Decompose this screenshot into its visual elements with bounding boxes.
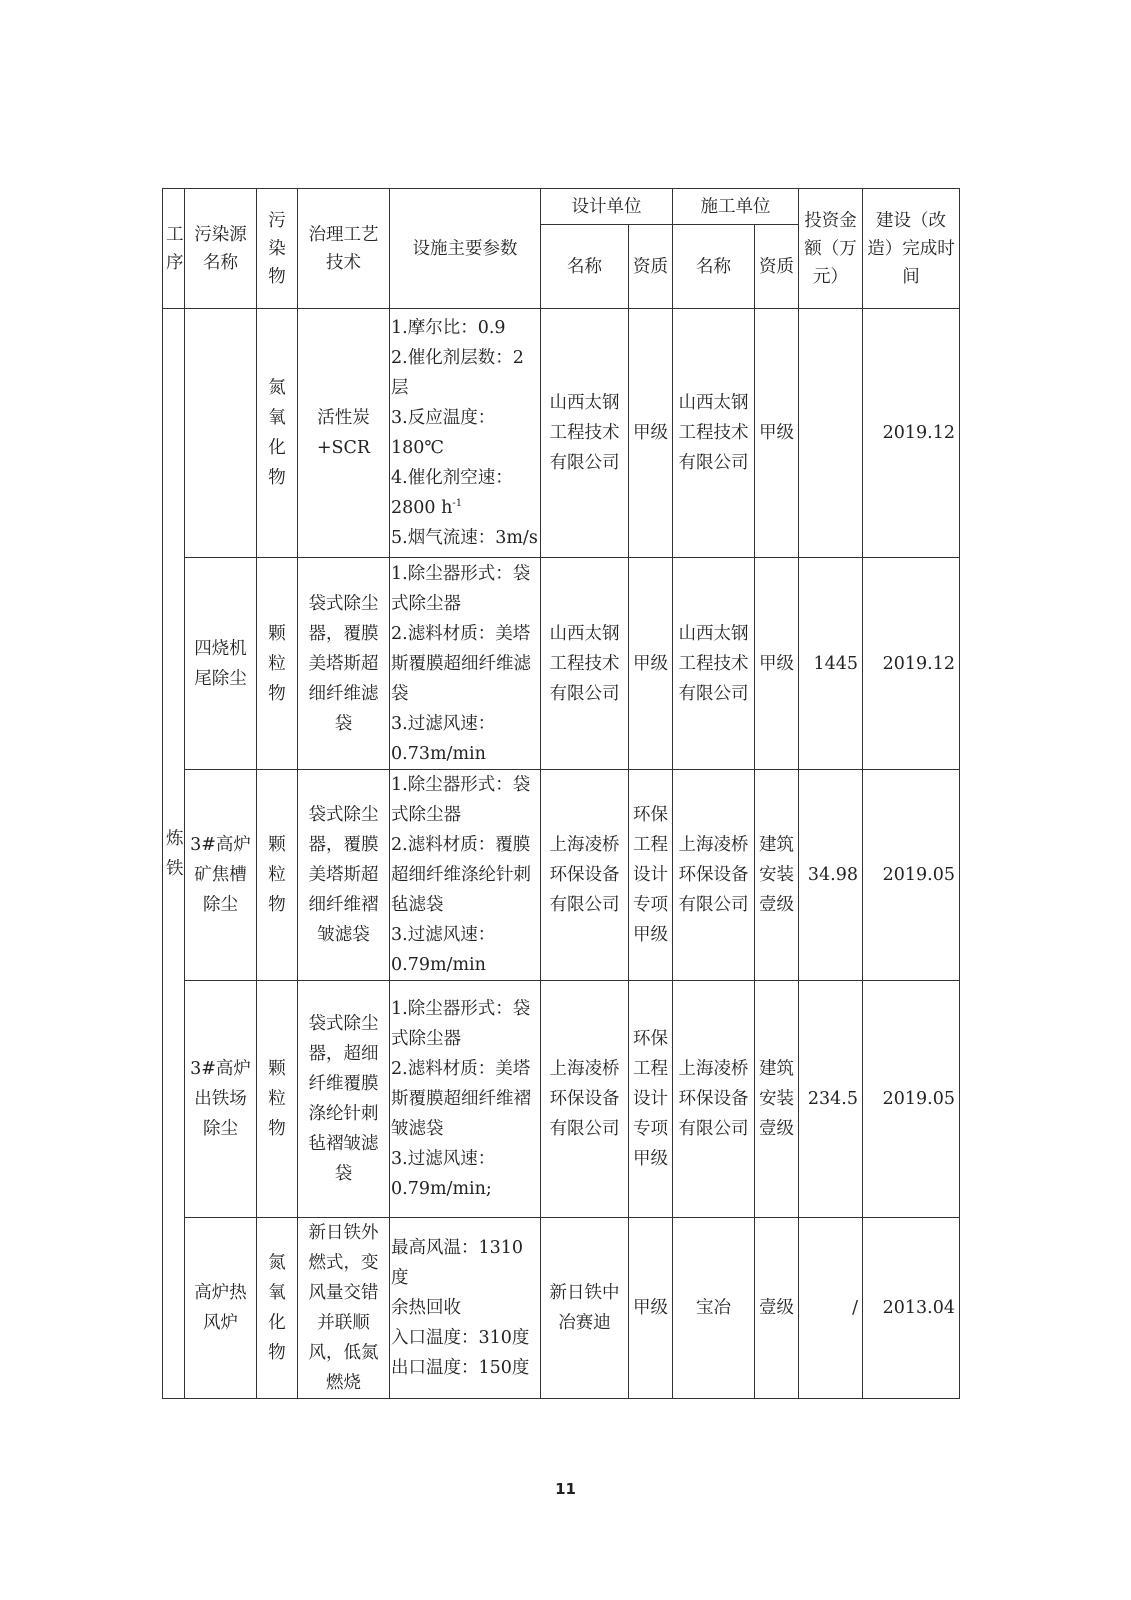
tech-cell: 袋式除尘器，超细纤维覆膜涤纶针刺毡褶皱滤袋 bbox=[298, 981, 390, 1218]
design-qual-cell: 环保工程设计专项甲级 bbox=[629, 981, 673, 1218]
header-pollutant: 污染物 bbox=[257, 189, 298, 309]
header-build-qualification: 资质 bbox=[755, 225, 799, 309]
param-line: 2.滤料材质：覆膜超细纤维涤纶针刺毡滤袋 bbox=[391, 835, 531, 915]
process-cell: 炼铁 bbox=[163, 309, 185, 1399]
completion-cell: 2013.04 bbox=[863, 1218, 960, 1399]
pollutant-cell: 氮氧化物 bbox=[257, 1218, 298, 1399]
source-cell: 四烧机尾除尘 bbox=[185, 558, 257, 770]
param-line: 3.过滤风速：0.79m/min bbox=[391, 925, 496, 975]
header-source-name: 污染源名称 bbox=[185, 189, 257, 309]
param-line-text: 4.催化剂空速：2800 h bbox=[391, 468, 513, 518]
design-qual-cell: 环保工程设计专项甲级 bbox=[629, 770, 673, 981]
header-process: 工序 bbox=[163, 189, 185, 309]
build-qual-cell: 甲级 bbox=[755, 558, 799, 770]
design-qual-cell: 甲级 bbox=[629, 309, 673, 558]
source-cell: 3#高炉出铁场除尘 bbox=[185, 981, 257, 1218]
header-build-name: 名称 bbox=[673, 225, 755, 309]
param-line: 3.反应温度：180℃ bbox=[391, 408, 496, 458]
completion-cell: 2019.12 bbox=[863, 558, 960, 770]
tech-cell: 袋式除尘器，覆膜美塔斯超细纤维褶皱滤袋 bbox=[298, 770, 390, 981]
param-line: 1.摩尔比：0.9 bbox=[391, 318, 506, 338]
param-line: 最高风温：1310度 bbox=[391, 1238, 524, 1288]
param-line: 1.除尘器形式：袋式除尘器 bbox=[391, 775, 531, 825]
param-line: 1.除尘器形式：袋式除尘器 bbox=[391, 563, 531, 614]
build-qual-cell: 壹级 bbox=[755, 1218, 799, 1399]
tech-cell: 活性炭+SCR bbox=[298, 309, 390, 558]
param-line: 1.除尘器形式：袋式除尘器 bbox=[391, 999, 531, 1049]
design-qual-cell: 甲级 bbox=[629, 1218, 673, 1399]
build-qual-cell: 甲级 bbox=[755, 309, 799, 558]
table-row bbox=[163, 309, 960, 558]
design-name-cell: 上海凌桥环保设备有限公司 bbox=[541, 770, 629, 981]
header-design-name: 名称 bbox=[541, 225, 629, 309]
param-line: 入口温度：310度 bbox=[391, 1328, 530, 1348]
param-line: 余热回收 bbox=[391, 1298, 461, 1318]
params-cell bbox=[390, 981, 541, 1218]
build-name-cell: 上海凌桥环保设备有限公司 bbox=[673, 981, 755, 1218]
investment-cell: 34.98 bbox=[799, 770, 863, 981]
pollutant-cell: 颗粒物 bbox=[257, 770, 298, 981]
completion-cell: 2019.05 bbox=[863, 770, 960, 981]
table-row bbox=[163, 558, 960, 770]
pollutant-cell: 氮氧化物 bbox=[257, 309, 298, 558]
build-qual-cell: 建筑安装壹级 bbox=[755, 981, 799, 1218]
param-line: 2.催化剂层数：2层 bbox=[391, 348, 524, 398]
pollutant-cell: 颗粒物 bbox=[257, 981, 298, 1218]
param-line: 3.过滤风速：0.79m/min; bbox=[391, 1149, 496, 1199]
param-line: 2.滤料材质：美塔斯覆膜超细纤维褶皱滤袋 bbox=[391, 1059, 531, 1139]
header-treatment-tech: 治理工艺技术 bbox=[298, 189, 390, 309]
build-name-cell: 上海凌桥环保设备有限公司 bbox=[673, 770, 755, 981]
source-cell: 高炉热风炉 bbox=[185, 1218, 257, 1399]
build-name-cell: 宝冶 bbox=[673, 1218, 755, 1399]
design-name-cell: 新日铁中冶赛迪 bbox=[541, 1218, 629, 1399]
params-cell bbox=[390, 1218, 541, 1399]
design-qual-cell: 甲级 bbox=[629, 558, 673, 770]
source-cell: 3#高炉矿焦槽除尘 bbox=[185, 770, 257, 981]
tech-cell: 袋式除尘器，覆膜美塔斯超细纤维滤袋 bbox=[298, 558, 390, 770]
investment-cell: 234.5 bbox=[799, 981, 863, 1218]
param-line: 2.滤料材质：美塔斯覆膜超细纤维滤袋 bbox=[391, 623, 531, 704]
build-name-cell: 山西太钢工程技术有限公司 bbox=[673, 309, 755, 558]
header-design-qualification: 资质 bbox=[629, 225, 673, 309]
header-main-params: 设施主要参数 bbox=[390, 189, 541, 309]
investment-cell: 1445 bbox=[799, 558, 863, 770]
table-row bbox=[163, 770, 960, 981]
environmental-facilities-table bbox=[162, 188, 960, 1399]
design-name-cell: 山西太钢工程技术有限公司 bbox=[541, 558, 629, 770]
param-line: 出口温度：150度 bbox=[391, 1358, 530, 1378]
param-line: 3.过滤风速：0.73m/min bbox=[391, 713, 496, 764]
param-line: 5.烟气流速：3m/s bbox=[391, 528, 538, 548]
completion-cell: 2019.12 bbox=[863, 309, 960, 558]
header-construction-unit: 施工单位 bbox=[673, 189, 799, 225]
params-cell bbox=[390, 558, 541, 770]
investment-cell: / bbox=[799, 1218, 863, 1399]
table-row bbox=[163, 1218, 960, 1399]
page-number: 11 bbox=[555, 1480, 576, 1498]
build-qual-cell: 建筑安装壹级 bbox=[755, 770, 799, 981]
header-investment: 投资金额（万元） bbox=[799, 189, 863, 309]
build-name-cell: 山西太钢工程技术有限公司 bbox=[673, 558, 755, 770]
params-cell bbox=[390, 309, 541, 558]
source-cell bbox=[185, 309, 257, 558]
param-superscript: -1 bbox=[452, 498, 463, 510]
design-name-cell: 上海凌桥环保设备有限公司 bbox=[541, 981, 629, 1218]
tech-cell: 新日铁外燃式，变风量交错并联顺风，低氮燃烧 bbox=[298, 1218, 390, 1399]
param-line bbox=[391, 463, 539, 523]
completion-cell: 2019.05 bbox=[863, 981, 960, 1218]
params-cell bbox=[390, 770, 541, 981]
investment-cell bbox=[799, 309, 863, 558]
pollutant-cell: 颗粒物 bbox=[257, 558, 298, 770]
header-design-unit: 设计单位 bbox=[541, 189, 673, 225]
design-name-cell: 山西太钢工程技术有限公司 bbox=[541, 309, 629, 558]
header-completion-time: 建设（改造）完成时间 bbox=[863, 189, 960, 309]
table-row bbox=[163, 981, 960, 1218]
